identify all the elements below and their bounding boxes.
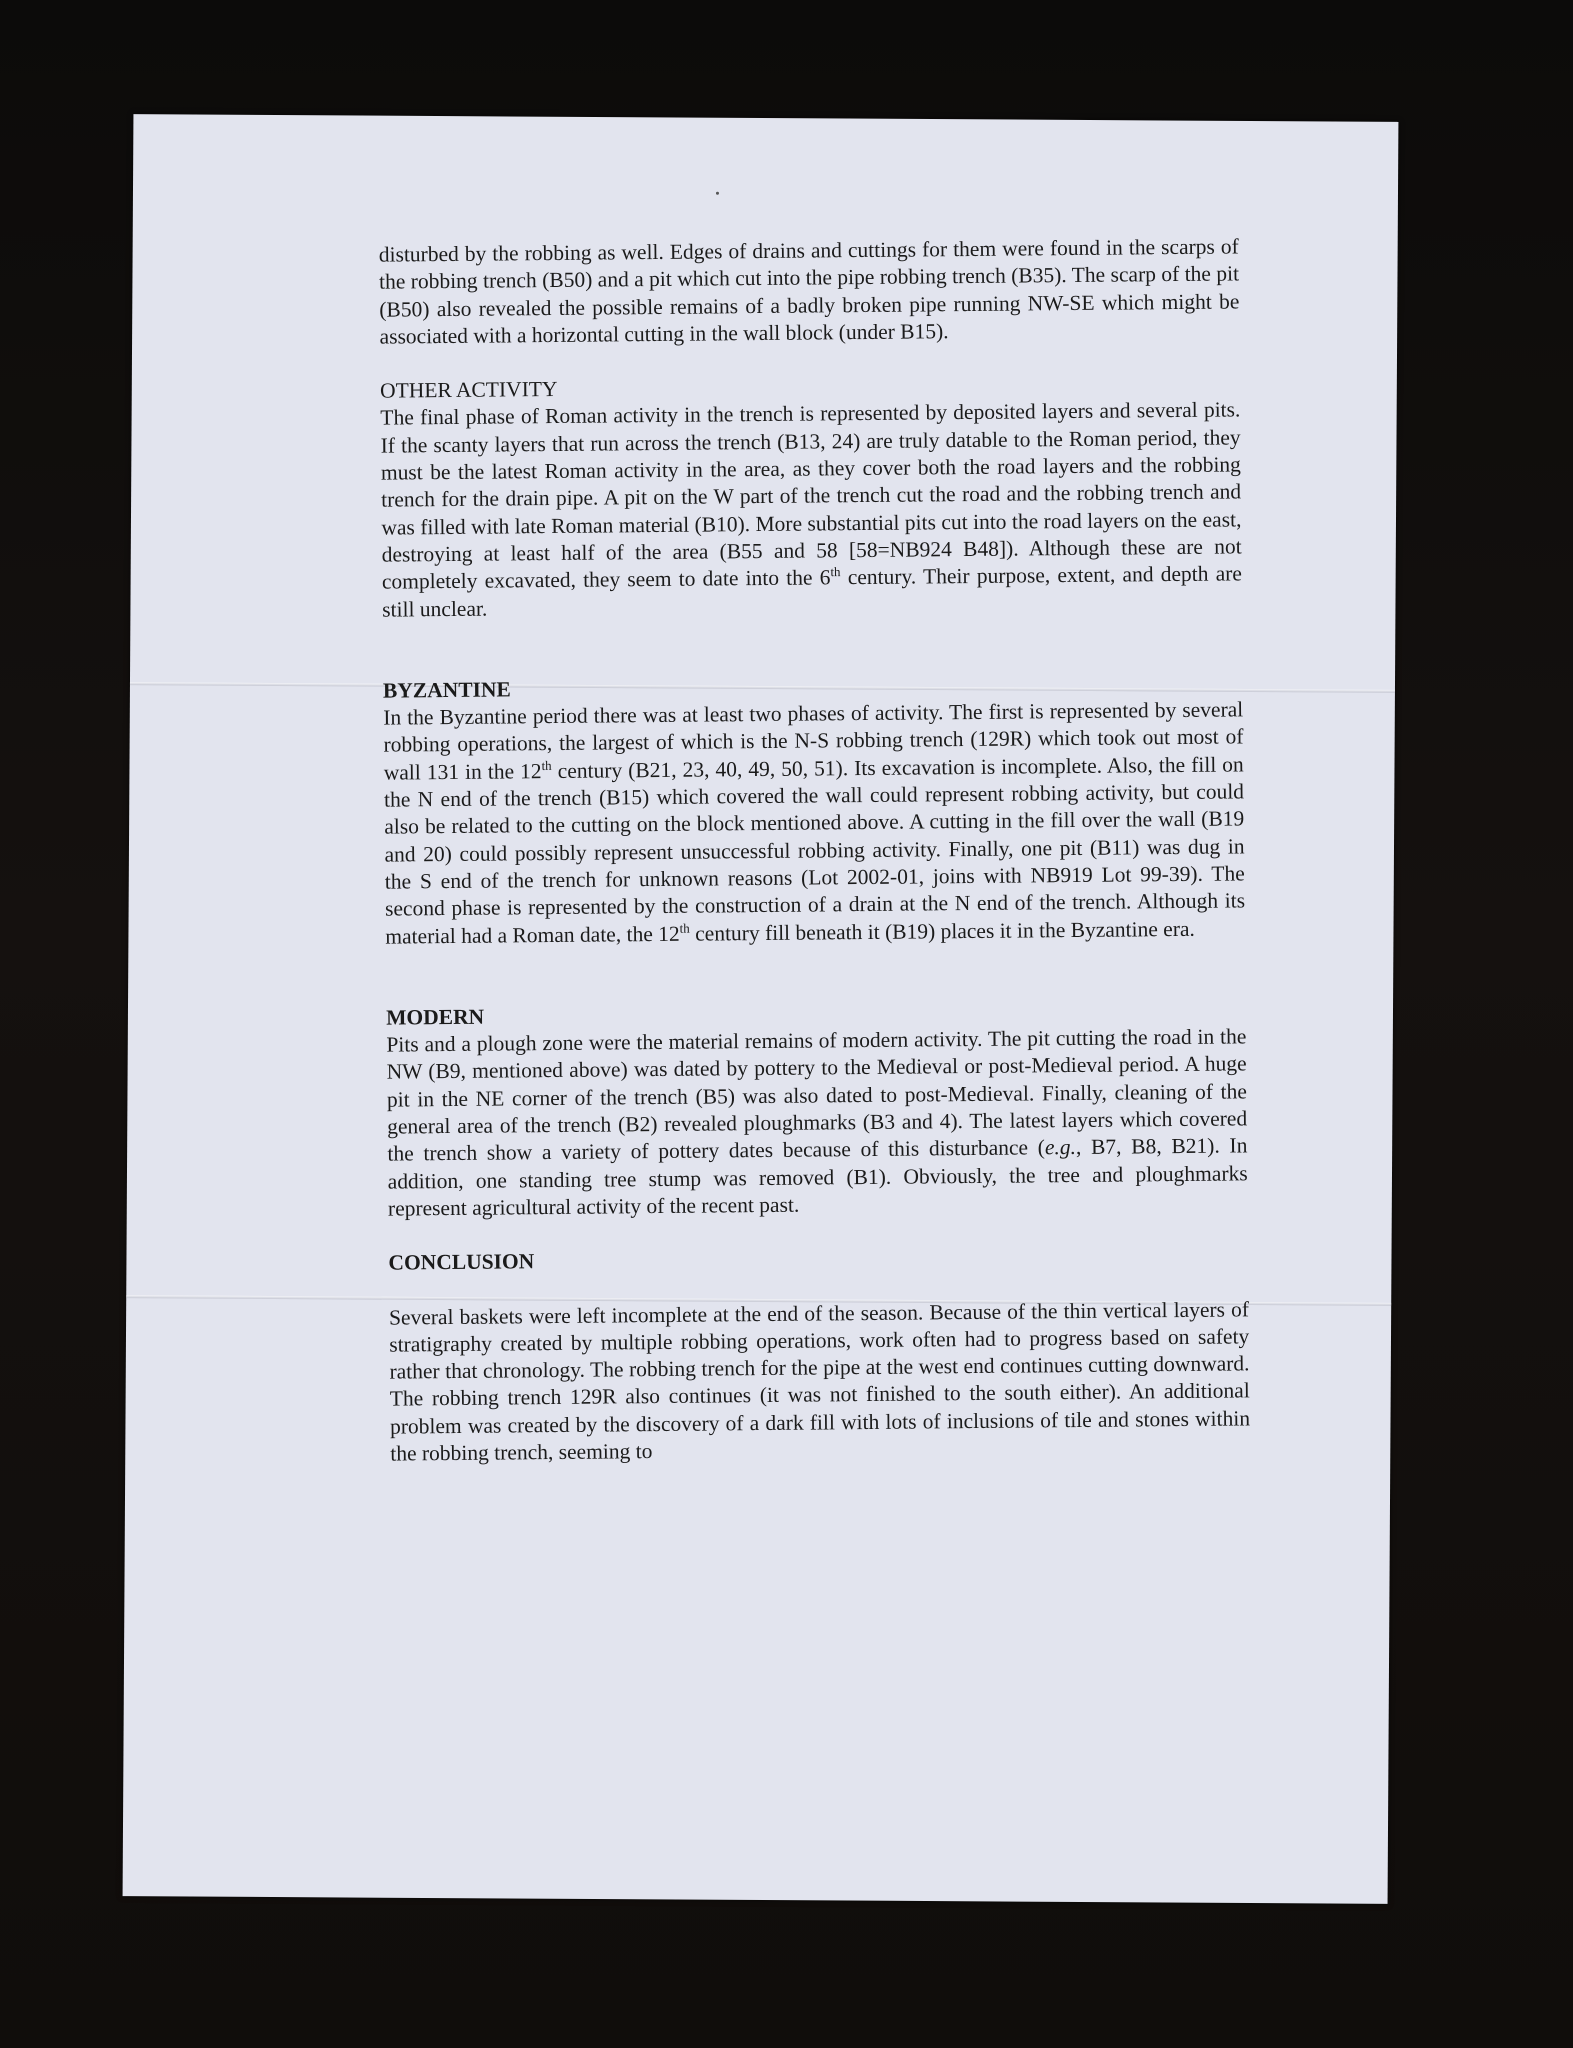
heading-modern: MODERN (386, 1004, 485, 1030)
heading-other-activity: OTHER ACTIVITY (379, 377, 558, 403)
heading-byzantine: BYZANTINE (382, 677, 511, 703)
paper-sheet (123, 114, 1399, 1904)
intro-paragraph: disturbed by the robbing as well. Edges of drains and cuttings for them were found in the scarps of the robbing trench (B50) and a pit which cut into the pipe robbing trench (B35). The scarp of the pit (B50) also revealed the possible remains of a badly broken pipe running NW-SE which might be associated with a horizontal cutting in the wall block (under B15). (378, 234, 1240, 349)
heading-conclusion: CONCLUSION (388, 1249, 535, 1275)
paragraph-other-activity: The final phase of Roman activity in the trench is represented by deposited layers and several pits. If the scanty layers that run across the trench (B13, 24) are truly datable to the Roman period, they must be the latest Roman activity in the area, as they cover both the road layers and the robbing trench for the drain pipe. A pit on the W part of the trench cut the road and the robbing trench and was filled with late Roman material (B10). More substantial pits cut into the road layers on the east, destroying at least half of the area (B55 and 58 [58=NB924 B48]). Although these are not completely excavated, they seem to date into the 6th century. Their purpose, extent, and depth are still unclear. (380, 397, 1243, 622)
paper-speck (716, 192, 719, 195)
document-body (379, 233, 1251, 1467)
paragraph-byzantine: In the Byzantine period there was at least two phases of activity. The first is represented by several robbing operations, the largest of which is the N-S robbing trench (129R) which took out most of wall 131 in the 12th century (B21, 23, 40, 49, 50, 51). Its excavation is incomplete. Also, the fill on the N end of the trench (B15) which covered the wall could represent robbing activity, but could also be related to the cutting on the block mentioned above. A cutting in the fill over the wall (B19 and 20) could possibly represent unsuccessful robbing activity. Finally, one pit (B11) was dug in the S end of the trench for unknown reasons (Lot 2002-01, joins with NB919 Lot 99-39). The second phase is represented by the construction of a drain at the N end of the trench. Although its material had a Roman date, the 12th century fill beneath it (B19) places it in the Byzantine era. (383, 697, 1246, 949)
paragraph-modern: Pits and a plough zone were the material remains of modern activity. The pit cutting the road in the NW (B9, mentioned above) was dated by pottery to the Medieval or post-Medieval period. A huge pit in the NE corner of the trench (B5) was also dated to post-Medieval. Finally, cleaning of the general area of the trench (B2) revealed ploughmarks (B3 and 4). The latest layers which covered the trench show a variety of pottery dates because of this disturbance (e.g., B7, B8, B21). In addition, one standing tree stump was removed (B1). Obviously, the tree and ploughmarks represent agricultural activity of the recent past. (386, 1024, 1248, 1221)
paragraph-conclusion: Several baskets were left incomplete at the end of the season. Because of the thin vertical layers of stratigraphy created by multiple robbing operations, work often had to progress based on safety rather that chronology. The robbing trench for the pipe at the west end continues cutting downward. The robbing trench 129R also continues (it was not finished to the south either). An additional problem was created by the discovery of a dark fill with lots of inclusions of tile and stones within the robbing trench, seeming to (388, 1296, 1251, 1466)
